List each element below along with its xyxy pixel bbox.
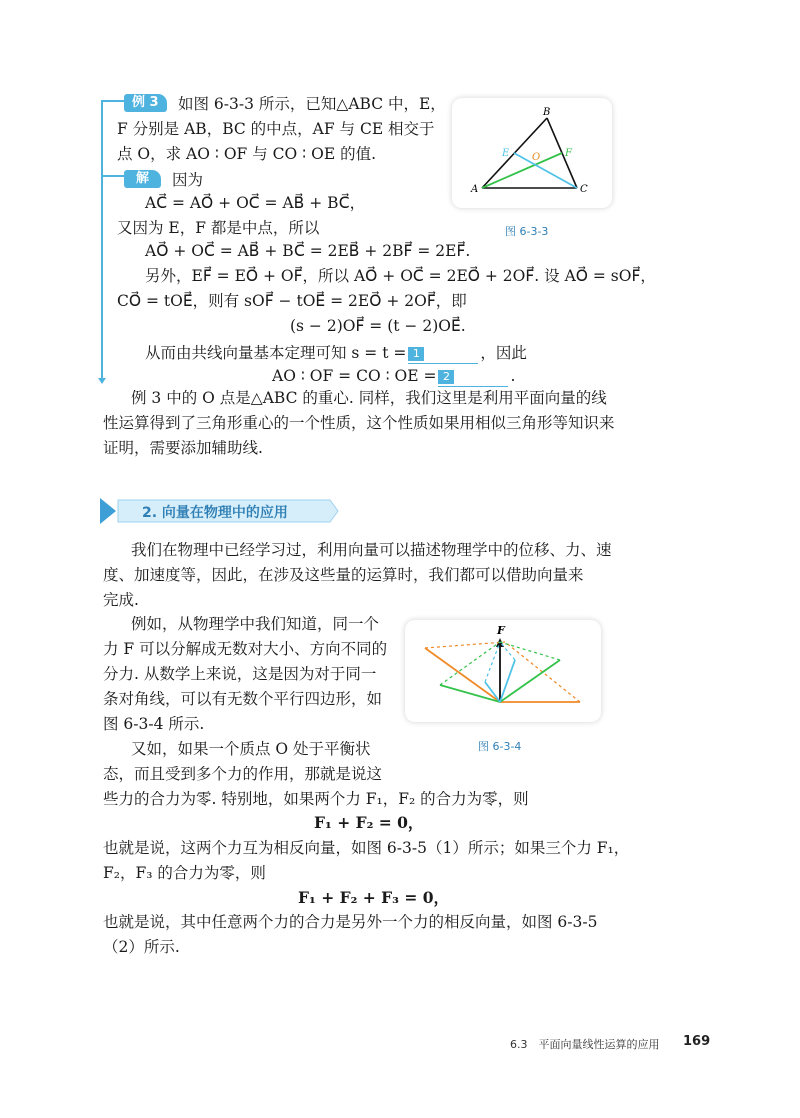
blank-number-1: 1 [408,347,424,361]
solution-period: . [510,367,516,385]
section-heading [100,498,340,524]
example-line-1: 如图 6-3-3 所示，已知△ABC 中，E， [178,95,446,113]
orange-component-1 [425,648,500,702]
label-c: C [580,184,588,195]
para4-line-1: 又如，如果一个质点 O 处于平衡状 [131,740,371,758]
solution-conclusion-text: 从而由共线向量基本定理可知 s = t = [145,344,407,362]
solution-line-7: (s − 2)OF⃗ = (t − 2)OE⃗. [290,317,466,335]
solution-tag: 解 [124,170,161,188]
label-force-f: F [497,624,505,637]
para1-line-3: 证明，需要添加辅助线. [103,439,263,457]
section-title: 2. 向量在物理中的应用 [142,505,288,521]
page-number: 169 [683,1034,711,1049]
solution-line-5: 另外，EF⃗ = EO⃗ + OF⃗，所以 AO⃗ + OC⃗ = 2EO⃗ + 2OF⃗. 设 AO⃗ = sOF⃗， [145,267,656,285]
solution-ratio-text: AO ∶ OF = CO ∶ OE = [272,367,437,385]
answer-blank-2[interactable] [438,366,508,387]
figure-6-3-4-caption: 图 6-3-4 [478,740,522,753]
para4-line-2: 态，而且受到多个力的作用，那就是说这 [103,765,383,783]
triangle-diagram [452,98,612,208]
para4-line-6: 也就是说，其中任意两个力的合力是另外一个力的相反向量，如图 6-3-5 [103,913,598,931]
para2-line-1: 我们在物理中已经学习过，利用向量可以描述物理学中的位移、力、速 [131,541,612,559]
figure-6-3-3-caption: 图 6-3-3 [505,225,549,238]
solution-line-6: CO⃗ = tOE⃗，则有 sOF⃗ − tOE⃗ = 2EO⃗ + 2OF⃗，即 [117,292,467,310]
solution-line-3: 又因为 E，F 都是中点，所以 [117,219,320,237]
label-b: B [543,107,551,118]
force-decomposition-diagram [405,620,601,722]
label-a: A [471,184,479,195]
example-bracket-arrow [98,378,106,384]
para4-equation-2: F₁ + F₂ + F₃ = 0， [298,888,450,907]
green-component-1 [440,685,500,702]
para2-line-2: 度、加速度等，因此，在涉及这些量的运算时，我们都可以借助向量来 [103,566,584,584]
solution-line-4: AO⃗ + OC⃗ = AB⃗ + BC⃗ = 2EB⃗ + 2BF⃗ = 2EF⃗. [145,242,471,260]
para3-line-4: 条对角线，可以有无数个平行四边形，如 [103,690,383,708]
solution-line-8 [145,343,527,364]
figure-6-3-3 [452,98,612,208]
label-o: O [532,152,541,163]
para4-line-3: 些力的合力为零. 特别地，如果两个力 F₁，F₂ 的合力为零，则 [103,790,529,808]
para2-line-3: 完成. [103,591,139,609]
example-line-2: F 分别是 AB，BC 的中点，AF 与 CE 相交于 [117,120,435,138]
para1-line-1: 例 3 中的 O 点是△ABC 的重心. 同样，我们这里是利用平面向量的线 [131,389,607,407]
solution-line-2: AC⃗ = AO⃗ + OC⃗ = AB⃗ + BC⃗， [145,194,366,212]
para3-line-1: 例如，从物理学中我们知道，同一个 [131,615,380,633]
para4-equation-1: F₁ + F₂ = 0， [314,813,424,832]
figure-6-3-4 [405,620,601,722]
green-component-2 [500,660,560,702]
example-tag: 例 3 [124,94,167,112]
footer-chapter: 6.3 平面向量线性运算的应用 [510,1038,660,1051]
para4-line-7: （2）所示. [103,938,180,956]
para4-line-5: F₂，F₃ 的合力为零，则 [103,864,266,882]
solution-line-9 [272,366,515,387]
example-bracket [101,100,103,382]
para4-line-4: 也就是说，这两个力互为相反向量，如图 6-3-5（1）所示；如果三个力 F₁， [103,839,630,857]
label-e: E [502,148,510,159]
solution-line-1: 因为 [172,171,204,189]
para3-line-5: 图 6-3-4 所示. [103,715,205,733]
label-f: F [565,148,572,159]
answer-blank-1[interactable] [408,343,478,364]
blank-number-2: 2 [438,370,454,384]
para1-line-2: 性运算得到了三角形重心的一个性质，这个性质如果用相似三角形等知识来 [103,414,615,432]
para3-line-2: 力 F 可以分解成无数对大小、方向不同的 [103,640,388,658]
para3-line-3: 分力. 从数学上来说，这是因为对于同一 [103,665,377,683]
solution-therefore: ，因此 [480,344,527,362]
example-line-3: 点 O，求 AO ∶ OF 与 CO ∶ OE 的值. [117,145,376,163]
